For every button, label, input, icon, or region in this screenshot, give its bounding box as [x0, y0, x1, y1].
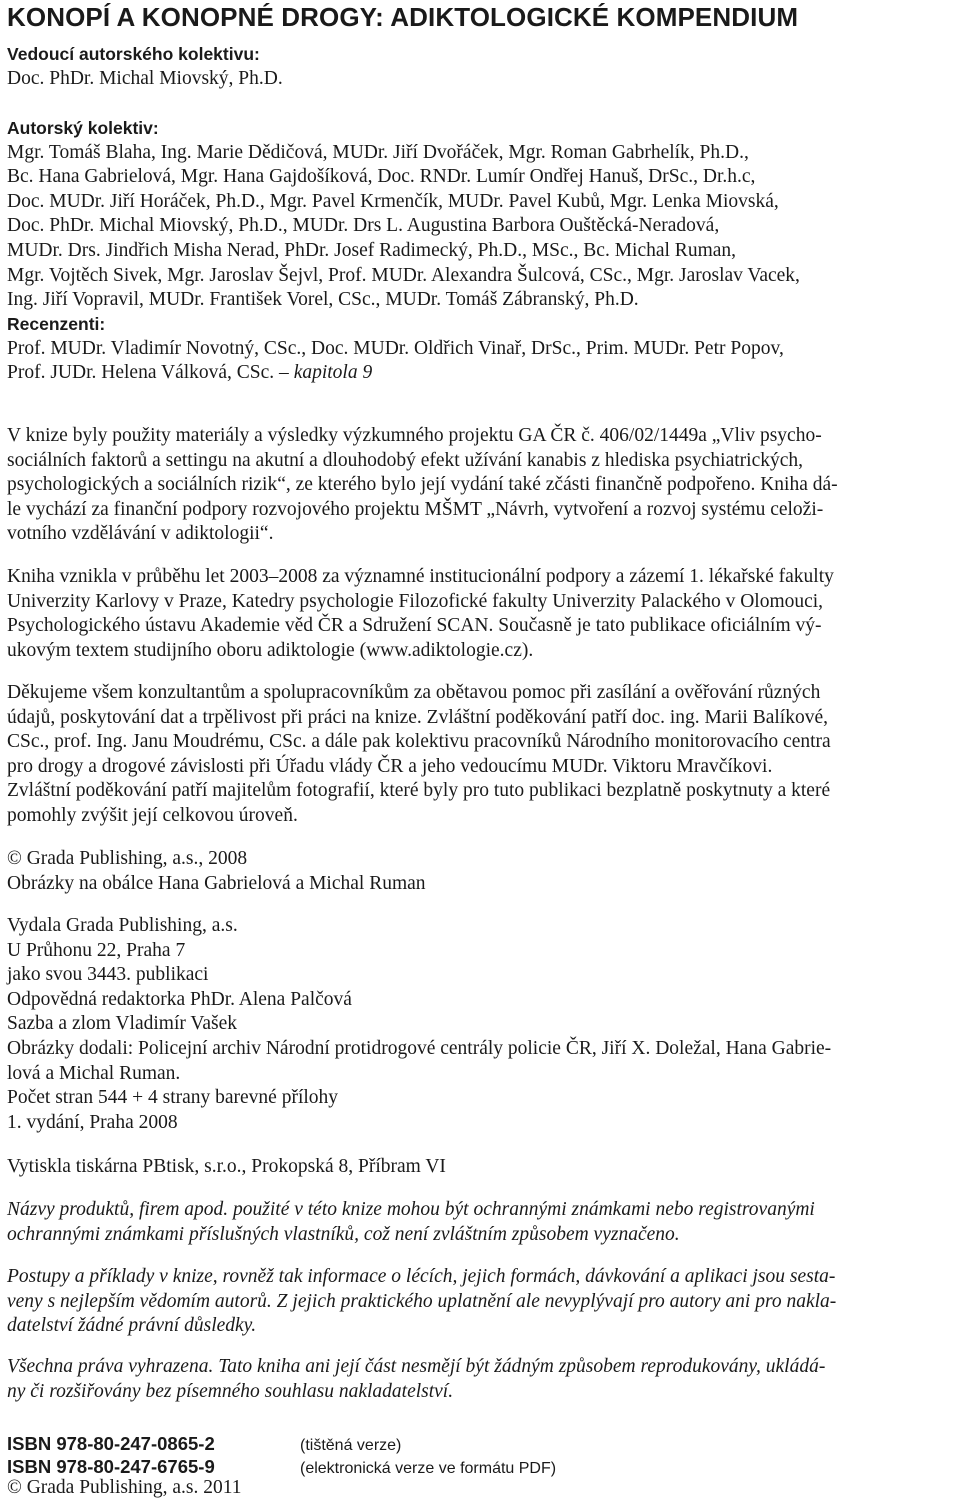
paragraph-line: Zvláštní poděkování patří majitelům fotografií, které byly pro tuto publikaci bezplatně poskytnuty a které — [7, 780, 831, 802]
publisher-line: 1. vydání, Praha 2008 — [7, 1111, 178, 1133]
book-title: KONOPÍ A KONOPNÉ DROGY: ADIKTOLOGICKÉ KOMPENDIUM — [7, 2, 799, 32]
reviewers-line: Prof. MUDr. Vladimír Novotný, CSc., Doc. MUDr. Oldřich Vinař, DrSc., Prim. MUDr. Petr Popov, — [7, 337, 784, 359]
authors-line: Bc. Hana Gabrielová, Mgr. Hana Gajdošíková, Doc. RNDr. Lumír Ondřej Hanuš, DrSc., Dr.h.c, — [7, 166, 756, 188]
copyright-line: © Grada Publishing, a.s., 2008 — [7, 848, 248, 869]
authors-line: MUDr. Drs. Jindřich Misha Nerad, PhDr. Josef Radimecký, Ph.D., MSc., Bc. Michal Ruman, — [7, 239, 737, 261]
rights-notice — [7, 1355, 825, 1404]
reviewers-line — [7, 361, 784, 386]
publisher-line: Odpovědná redaktorka PhDr. Alena Palčová — [7, 988, 352, 1010]
publisher-line: U Průhonu 22, Praha 7 — [7, 939, 186, 961]
paragraph-line: pomohly zvýšit její celkovou úroveň. — [7, 804, 298, 826]
final-copyright-row — [7, 1476, 242, 1501]
lead-author-label: Vedoucí autorského kolektivu: — [7, 44, 260, 64]
thanks-paragraph — [7, 681, 831, 829]
paragraph-line: Kniha vznikla v průběhu let 2003–2008 za významné institucionální podpory a zázemí 1. lékařské fakulty — [7, 566, 834, 587]
notice-line: ochrannými známkami příslušných vlastníků, což není zvláštním způsobem vyznačeno. — [7, 1223, 680, 1245]
lead-author-name: Doc. PhDr. Michal Miovský, Ph.D. — [7, 67, 283, 89]
reviewers-section — [7, 312, 784, 386]
authors-label: Autorský kolektiv: — [7, 118, 159, 138]
isbn-electronic-row — [7, 1456, 556, 1478]
printer-block — [7, 1155, 446, 1180]
reviewers-chapter-note: kapitola 9 — [293, 362, 373, 384]
trademarks-notice — [7, 1198, 815, 1247]
notice-line: veny s nejlepším vědomím autorů. Z jejich praktického uplatnění ale nevyplývají pro autory ani pro nakla- — [7, 1290, 837, 1312]
publisher-line: Sazba a zlom Vladimír Vašek — [7, 1013, 237, 1035]
paragraph-line: ukovým textem studijního oboru adiktologie (www.adiktologie.cz). — [7, 639, 534, 661]
authors-line: Doc. MUDr. Jiří Horáček, Ph.D., Mgr. Pavel Krmenčík, MUDr. Pavel Kubů, Mgr. Lenka Miovská, — [7, 190, 779, 212]
materials-paragraph — [7, 424, 838, 547]
reviewers-line-text: Prof. JUDr. Helena Válková, CSc. – — [7, 362, 294, 384]
isbn-electronic: ISBN 978-80-247-6765-9 — [7, 1456, 215, 1477]
authors-list — [7, 141, 800, 313]
isbn-print: ISBN 978-80-247-0865-2 — [7, 1433, 215, 1454]
publisher-line: Vydala Grada Publishing, a.s. — [7, 915, 238, 936]
paragraph-line: Univerzity Karlovy v Praze, Katedry psychologie Filozofické fakulty Univerzity Palackého v Olomouci, — [7, 590, 824, 612]
origin-paragraph — [7, 565, 834, 663]
lead-author-section — [7, 42, 283, 91]
copyright-block — [7, 847, 426, 896]
reviewers-label: Recenzenti: — [7, 314, 106, 334]
notice-line: Všechna práva vyhrazena. Tato kniha ani její část nesmějí být žádným způsobem reprodukovány, ukládá- — [7, 1356, 826, 1377]
paragraph-line: Psychologického ústavu Akademie věd ČR a Sdružení SCAN. Současně je tato publikace oficiálním vý- — [7, 615, 822, 637]
notice-line: datelství žádné právní důsledky. — [7, 1315, 257, 1337]
paragraph-line: údajů, poskytování dat a trpělivost při práci na knize. Zvláštní poděkování patří doc. ing. Marii Balíkové, — [7, 706, 828, 728]
publisher-line: Obrázky dodali: Policejní archiv Národní protidrogové centrály policie ČR, Jiří X. Doležal, Hana Gabrie- — [7, 1037, 832, 1059]
copyright-line: Obrázky na obálce Hana Gabrielová a Michal Ruman — [7, 872, 426, 894]
printer-line: Vytiskla tiskárna PBtisk, s.r.o., Prokopská 8, Příbram VI — [7, 1156, 446, 1177]
paragraph-line: votního vzdělávání v adiktologii“. — [7, 523, 274, 545]
paragraph-line: CSc., prof. Ing. Janu Moudrému, CSc. a dále pak kolektivu pracovníků Národního monitorovacího centra — [7, 731, 831, 753]
procedures-notice — [7, 1265, 836, 1339]
paragraph-line: psychologických a sociálních rizik“, ze kterého bylo její vydání také zčásti finančně podpořeno. Kniha dá- — [7, 474, 838, 496]
authors-line: Mgr. Vojtěch Sivek, Mgr. Jaroslav Šejvl, Prof. MUDr. Alexandra Šulcová, CSc., Mgr. Jaroslav Vacek, — [7, 264, 800, 286]
paragraph-line: le vychází za finanční podpory rozvojového projektu MŠMT „Návrh, vytvoření a rozvoj systému celoži- — [7, 498, 824, 520]
publisher-block — [7, 914, 831, 1135]
isbn-electronic-note: (elektronická verze ve formátu PDF) — [300, 1460, 557, 1477]
isbn-print-row — [7, 1433, 401, 1455]
notice-line: Postupy a příklady v knize, rovněž tak informace o lécích, jejich formách, dávkování a aplikaci jsou sesta- — [7, 1266, 836, 1287]
paragraph-line: pro drogy a drogové závislosti při Úřadu vlády ČR a jeho vedoucímu MUDr. Viktoru Mravčíkovi. — [7, 755, 773, 777]
publisher-line: lová a Michal Ruman. — [7, 1062, 181, 1084]
authors-section — [7, 116, 800, 313]
notice-line: ny či rozšiřovány bez písemného souhlasu nakladatelství. — [7, 1380, 454, 1402]
notice-line: Názvy produktů, firem apod. použité v této knize mohou být ochrannými známkami nebo registrovanými — [7, 1199, 815, 1220]
final-copyright: © Grada Publishing, a.s. 2011 — [7, 1477, 242, 1498]
authors-line: Mgr. Tomáš Blaha, Ing. Marie Dědičová, MUDr. Jiří Dvořáček, Mgr. Roman Gabrhelík, Ph.D., — [7, 141, 749, 163]
publisher-line: jako svou 3443. publikaci — [7, 964, 209, 986]
paragraph-line: sociálních faktorů a settingu na akutní a dlouhodobý efekt užívání kanabis z hlediska psychiatrických, — [7, 449, 804, 471]
authors-line: Ing. Jiří Vopravil, MUDr. František Vorel, CSc., MUDr. Tomáš Zábranský, Ph.D. — [7, 289, 639, 311]
paragraph-line: Děkujeme všem konzultantům a spolupracovníkům za obětavou pomoc při zasílání a ověřování různých — [7, 682, 821, 703]
isbn-print-note: (tištěná verze) — [300, 1437, 402, 1454]
authors-line: Doc. PhDr. Michal Miovský, Ph.D., MUDr. Drs L. Augustina Barbora Ouštěcká-Neradová, — [7, 215, 720, 237]
paragraph-line: V knize byly použity materiály a výsledky výzkumného projektu GA ČR č. 406/02/1449a „Vliv psycho- — [7, 425, 822, 446]
publisher-line: Počet stran 544 + 4 strany barevné přílohy — [7, 1087, 339, 1109]
